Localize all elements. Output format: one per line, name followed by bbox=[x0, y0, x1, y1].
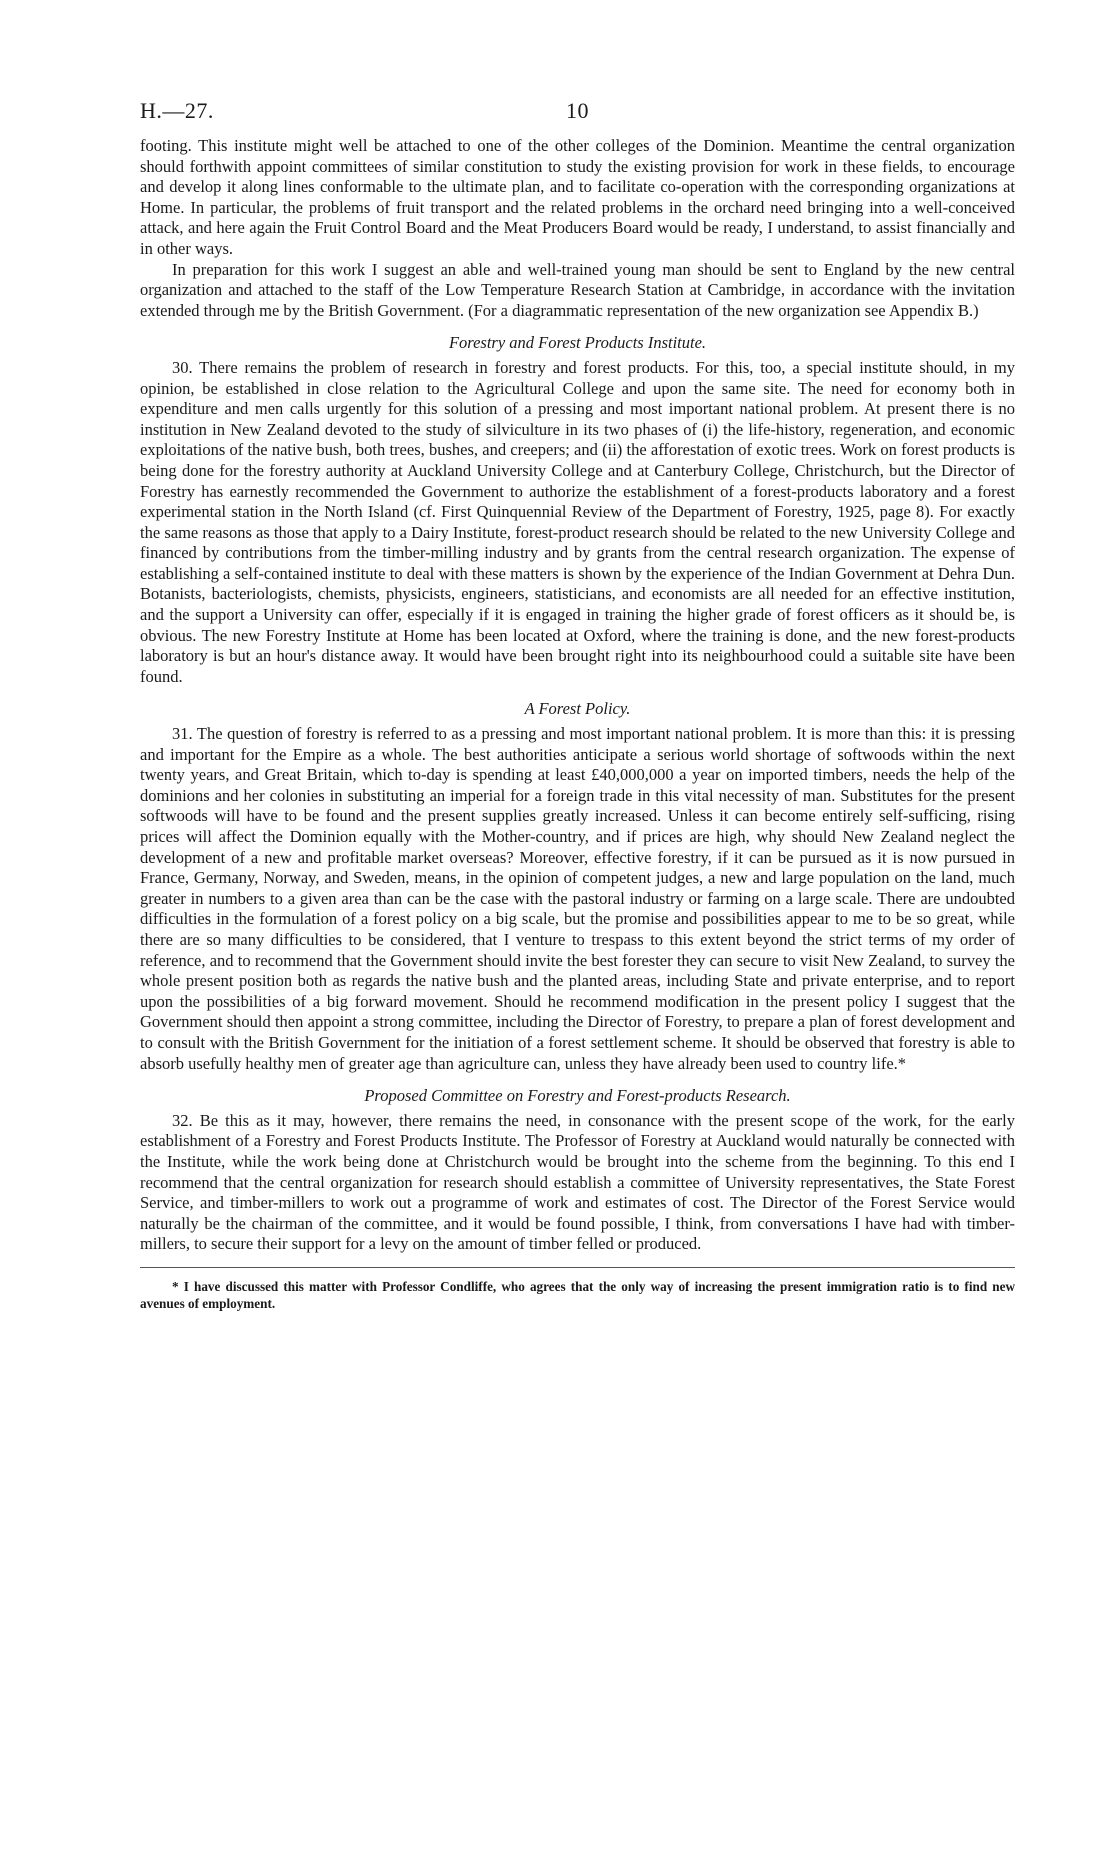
section-continuation bbox=[140, 136, 1015, 321]
section-forest-policy bbox=[140, 699, 1015, 1074]
document-body bbox=[140, 136, 1015, 1255]
footnote: * I have discussed this matter with Professor Condliffe, who agrees that the only way of increasing the present immigration ratio is to find new avenues of employment. bbox=[140, 1278, 1015, 1311]
body-paragraph: 31. The question of forestry is referred to as a pressing and most important national problem. It is more than this: it is pressing and important for the Empire as a whole. The best authorities anticipate a serious world shortage of softwoods within the next twenty years, and Great Britain, which to-day is spending at least £40,000,000 a year on imported timbers, needs the help of the dominions and her colonies in substituting an imperial for a foreign trade in this vital necessity of man. Substitutes for the present softwoods will have to be found and the present supplies greatly increased. Unless it can become entirely self-sufficing, rising prices will affect the Dominion equally with the Mother-country, and if prices are high, why should New Zealand neglect the development of a new and profitable market overseas? Moreover, effective forestry, if it can be pursued as it is now pursued in France, Germany, Norway, and Sweden, means, in the opinion of competent judges, a new and large population on the land, much greater in numbers to a given area than can be the case with the pastoral industry or farming on a large scale. There are undoubted difficulties in the formulation of a forest policy on a big scale, but the promise and possibilities appear to me to be so great, while there are so many difficulties to be considered, that I venture to trespass to this extent beyond the strict terms of my order of reference, and to recommend that the Government should invite the best forester they can secure to visit New Zealand, to survey the whole present position both as regards the native bush and the planted areas, including State and private enterprise, and to report upon the possibilities of a big forward movement. Should he recommend modification in the present policy I suggest that the Government should then appoint a strong committee, including the Director of Forestry, to prepare a plan of forest development and to consult with the British Government for the initiation of a forest settlement scheme. It should be observed that forestry is able to absorb usefully healthy men of greater age than agriculture can, unless they have already been used to country life.* bbox=[140, 724, 1015, 1073]
section-proposed-committee bbox=[140, 1086, 1015, 1255]
section-forestry-institute bbox=[140, 333, 1015, 687]
body-paragraph: 30. There remains the problem of research in forestry and forest products. For this, too, a special institute should, in my opinion, be established in close relation to the Agricultural College and upon the same site. The need for economy both in expenditure and men calls urgently for this solution of a pressing and most important national problem. At present there is no institution in New Zealand devoted to the study of silviculture in its two phases of (i) the life-history, regeneration, and economic exploitations of the native bush, both trees, bushes, and creepers; and (ii) the afforestation of exotic trees. Work on forest products is being done for the forestry authority at Auckland University College and at Canterbury College, Christchurch, but the Director of Forestry has earnestly recommended the Government to authorize the establishment of a forest-products laboratory and a forest experimental station in the North Island (cf. First Quinquennial Review of the Department of Forestry, 1925, page 8). For exactly the same reasons as those that apply to a Dairy Institute, forest-product research should be related to the new University College and financed by contributions from the timber-milling industry and by grants from the central research organization. The expense of establishing a self-contained institute to deal with these matters is shown by the experience of the Indian Government at Dehra Dun. Botanists, bacteriologists, chemists, physicists, engineers, statisticians, and economists are all needed for an effective institution, and the support a University can offer, especially if it is engaged in training the higher grade of forest officers as it should be, is obvious. The new Forestry Institute at Home has been located at Oxford, where the training is done, and the new forest-products laboratory is but an hour's distance away. It would have been brought right into its neighbourhood could a suitable site have been found. bbox=[140, 357, 1015, 686]
document-page bbox=[140, 90, 1015, 1312]
page-number: 10 bbox=[566, 98, 589, 123]
section-heading: A Forest Policy. bbox=[524, 699, 631, 719]
body-paragraph: In preparation for this work I suggest an able and well-trained young man should be sent to England by the new central organization and attached to the staff of the Low Temperature Research Station at Cambridge, in accordance with the invitation extended through me by the British Government. (For a diagrammatic representation of the new organization see Appendix B.) bbox=[140, 259, 1015, 320]
section-heading: Forestry and Forest Products Institute. bbox=[448, 333, 707, 353]
body-paragraph: footing. This institute might well be attached to one of the other colleges of the Dominion. Meantime the central organization should forthwith appoint committees of similar constitution to study the existing provision for work in these fields, to encourage and develop it along lines conformable to the ultimate plan, and to facilitate co-operation with the corresponding organizations at Home. In particular, the problems of fruit transport and the related problems in the orchard need bringing into a well-conceived attack, and here again the Fruit Control Board and the Meat Producers Board would be ready, I understand, to assist financially and in other ways. bbox=[140, 136, 1015, 258]
page-header bbox=[140, 90, 1015, 130]
body-paragraph: 32. Be this as it may, however, there remains the need, in consonance with the present scope of the work, for the early establishment of a Forestry and Forest Products Institute. The Professor of Forestry at Auckland would naturally be connected with the Institute, while the work being done at Christchurch would be brought into the scheme from the beginning. To this end I recommend that the central organization for research should establish a committee of University representatives, the State Forest Service, and timber-millers to work out a programme of work and estimates of cost. The Director of the Forest Service would naturally be the chairman of the committee, and it would be found possible, I think, from conversations I have had with timber-millers, to secure their support for a levy on the amount of timber felled or produced. bbox=[140, 1110, 1015, 1254]
footnote-divider bbox=[140, 1267, 1015, 1268]
section-heading: Proposed Committee on Forestry and Forest-products Research. bbox=[364, 1086, 791, 1106]
document-reference: H.—27. bbox=[140, 98, 214, 123]
